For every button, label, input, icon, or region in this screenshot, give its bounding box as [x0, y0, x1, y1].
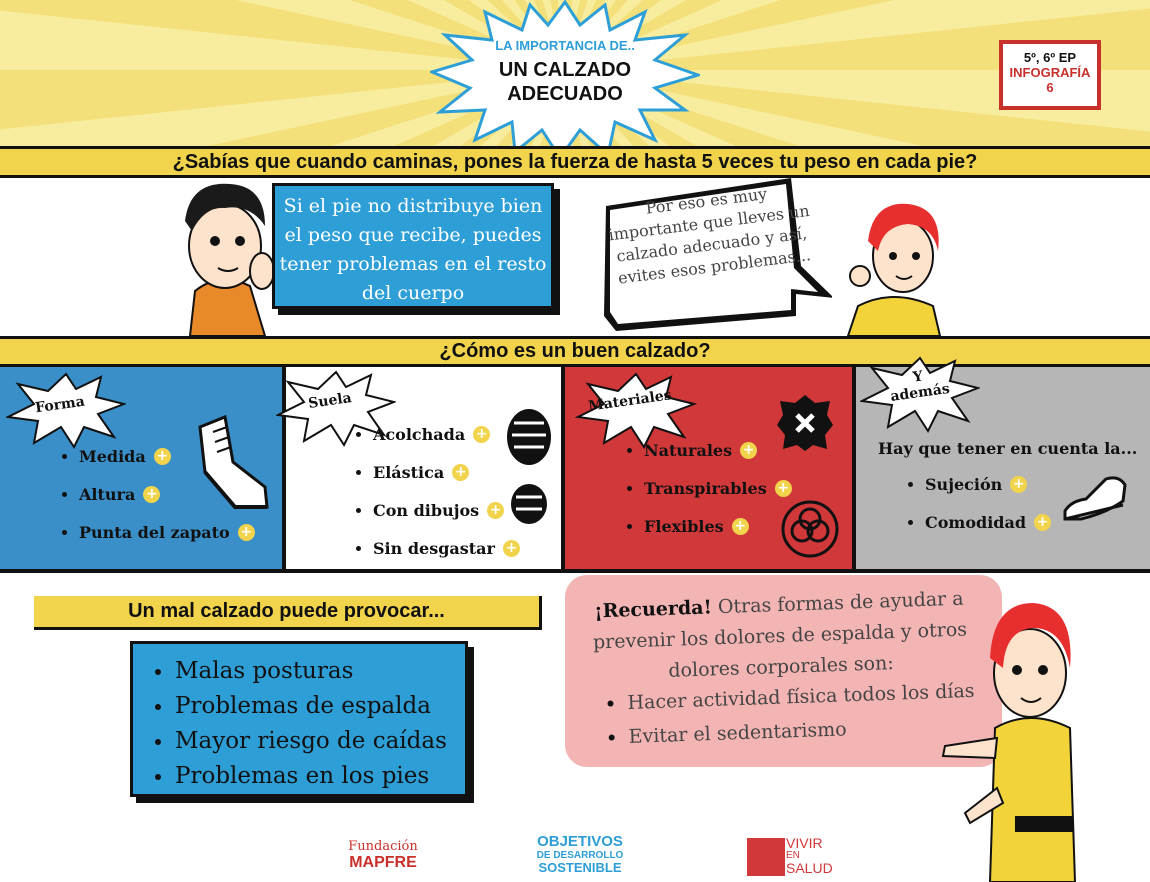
- plus-icon: +: [154, 448, 171, 465]
- plus-icon: +: [1010, 476, 1027, 493]
- plus-icon: +: [487, 502, 504, 519]
- list-item: Hacer actividad física todos los días: [607, 673, 988, 720]
- bad-shoe-box: [130, 641, 468, 797]
- plus-icon: +: [452, 464, 469, 481]
- materiales-list: [627, 431, 792, 545]
- title-line-2: ADECUADO: [507, 83, 623, 105]
- infografia-number: 6: [1046, 80, 1054, 95]
- title-kicker: LA IMPORTANCIA DE..: [495, 38, 635, 53]
- ademas-list: [908, 465, 1051, 541]
- title-line-1: UN CALZADO: [498, 59, 632, 81]
- foot-problem-box: Si el pie no distribuye bien el peso que recibe, puedes tener problemas en el resto del cuerpo: [272, 183, 554, 309]
- forma-title: Forma: [34, 393, 86, 417]
- plus-icon: +: [473, 426, 490, 443]
- list-item: Problemas en los pies: [155, 759, 465, 794]
- ademas-title: Y además: [889, 368, 951, 405]
- infografia-label: INFOGRAFÍA: [1009, 65, 1091, 80]
- list-item: Medida +: [62, 437, 255, 475]
- girl-illustration: [838, 196, 948, 336]
- list-item: Flexibles +: [627, 507, 792, 545]
- grade-text: 5º, 6º EP: [1023, 50, 1077, 65]
- plus-icon: +: [1034, 514, 1051, 531]
- materiales-title: Materiales: [587, 387, 673, 415]
- remember-text: ¡Recuerda! Otras formas de ayudar a prevenir los dolores de espalda y otros dolores corporales son:: [592, 587, 968, 682]
- list-item: Transpirables +: [627, 469, 792, 507]
- list-item: Con dibujos +: [356, 491, 520, 529]
- list-item: Mayor riesgo de caídas: [155, 724, 465, 759]
- plus-icon: +: [732, 518, 749, 535]
- sneaker-icon: [195, 412, 270, 512]
- good-shoe-heading: ¿Cómo es un buen calzado?: [0, 336, 1150, 367]
- suela-title: Suela: [307, 390, 353, 412]
- shoe-icon: [1061, 471, 1129, 527]
- fundacion-mapfre-logo: Fundación MAPFRE: [348, 839, 418, 871]
- boy-illustration: [170, 176, 280, 336]
- bad-shoe-list: [155, 654, 465, 794]
- ademas-intro: Hay que tener en cuenta la...: [878, 439, 1138, 458]
- speech-bubble-text: Por eso es muy importante que lleves un calzado adecuado y así, evites esos problemas...: [607, 184, 812, 288]
- vivir-en-salud-logo: VIVIR EN SALUD: [786, 835, 833, 876]
- list-item: Sin desgastar +: [356, 529, 520, 567]
- grade-badge: [999, 40, 1101, 110]
- bad-shoe-heading: Un mal calzado puede provocar...: [34, 596, 542, 630]
- remember-list: [607, 673, 989, 754]
- column-materiales: [565, 367, 856, 573]
- plus-icon: +: [775, 480, 792, 497]
- plus-icon: +: [740, 442, 757, 459]
- plus-icon: +: [238, 524, 255, 541]
- list-item: Elástica +: [356, 453, 520, 491]
- list-item: Altura +: [62, 475, 255, 513]
- list-item: Comodidad +: [908, 503, 1051, 541]
- list-item: Evitar el sedentarismo: [608, 707, 989, 754]
- list-item: Problemas de espalda: [155, 689, 465, 724]
- vivir-en-salud-icon: [747, 838, 785, 876]
- column-suela: [286, 367, 565, 573]
- list-item: Malas posturas: [155, 654, 465, 689]
- shoe-sole-icon: [504, 409, 554, 527]
- ods-logo: OBJETIVOS DE DESARROLLO SOSTENIBLE: [536, 833, 624, 875]
- column-forma: [0, 367, 286, 573]
- question-heading: ¿Sabías que cuando caminas, pones la fuerza de hasta 5 veces tu peso en cada pie?: [0, 146, 1150, 178]
- plus-icon: +: [503, 540, 520, 557]
- list-item: Naturales +: [627, 431, 792, 469]
- list-item: Sujeción +: [908, 465, 1051, 503]
- girl-pointing-illustration: [935, 598, 1085, 882]
- plus-icon: +: [143, 486, 160, 503]
- cotton-icon: [780, 499, 840, 559]
- list-item: Punta del zapato +: [62, 513, 255, 551]
- list-item: Acolchada +: [356, 415, 520, 453]
- leather-icon: [775, 393, 835, 453]
- column-ademas: [856, 367, 1150, 573]
- suela-list: [356, 415, 520, 567]
